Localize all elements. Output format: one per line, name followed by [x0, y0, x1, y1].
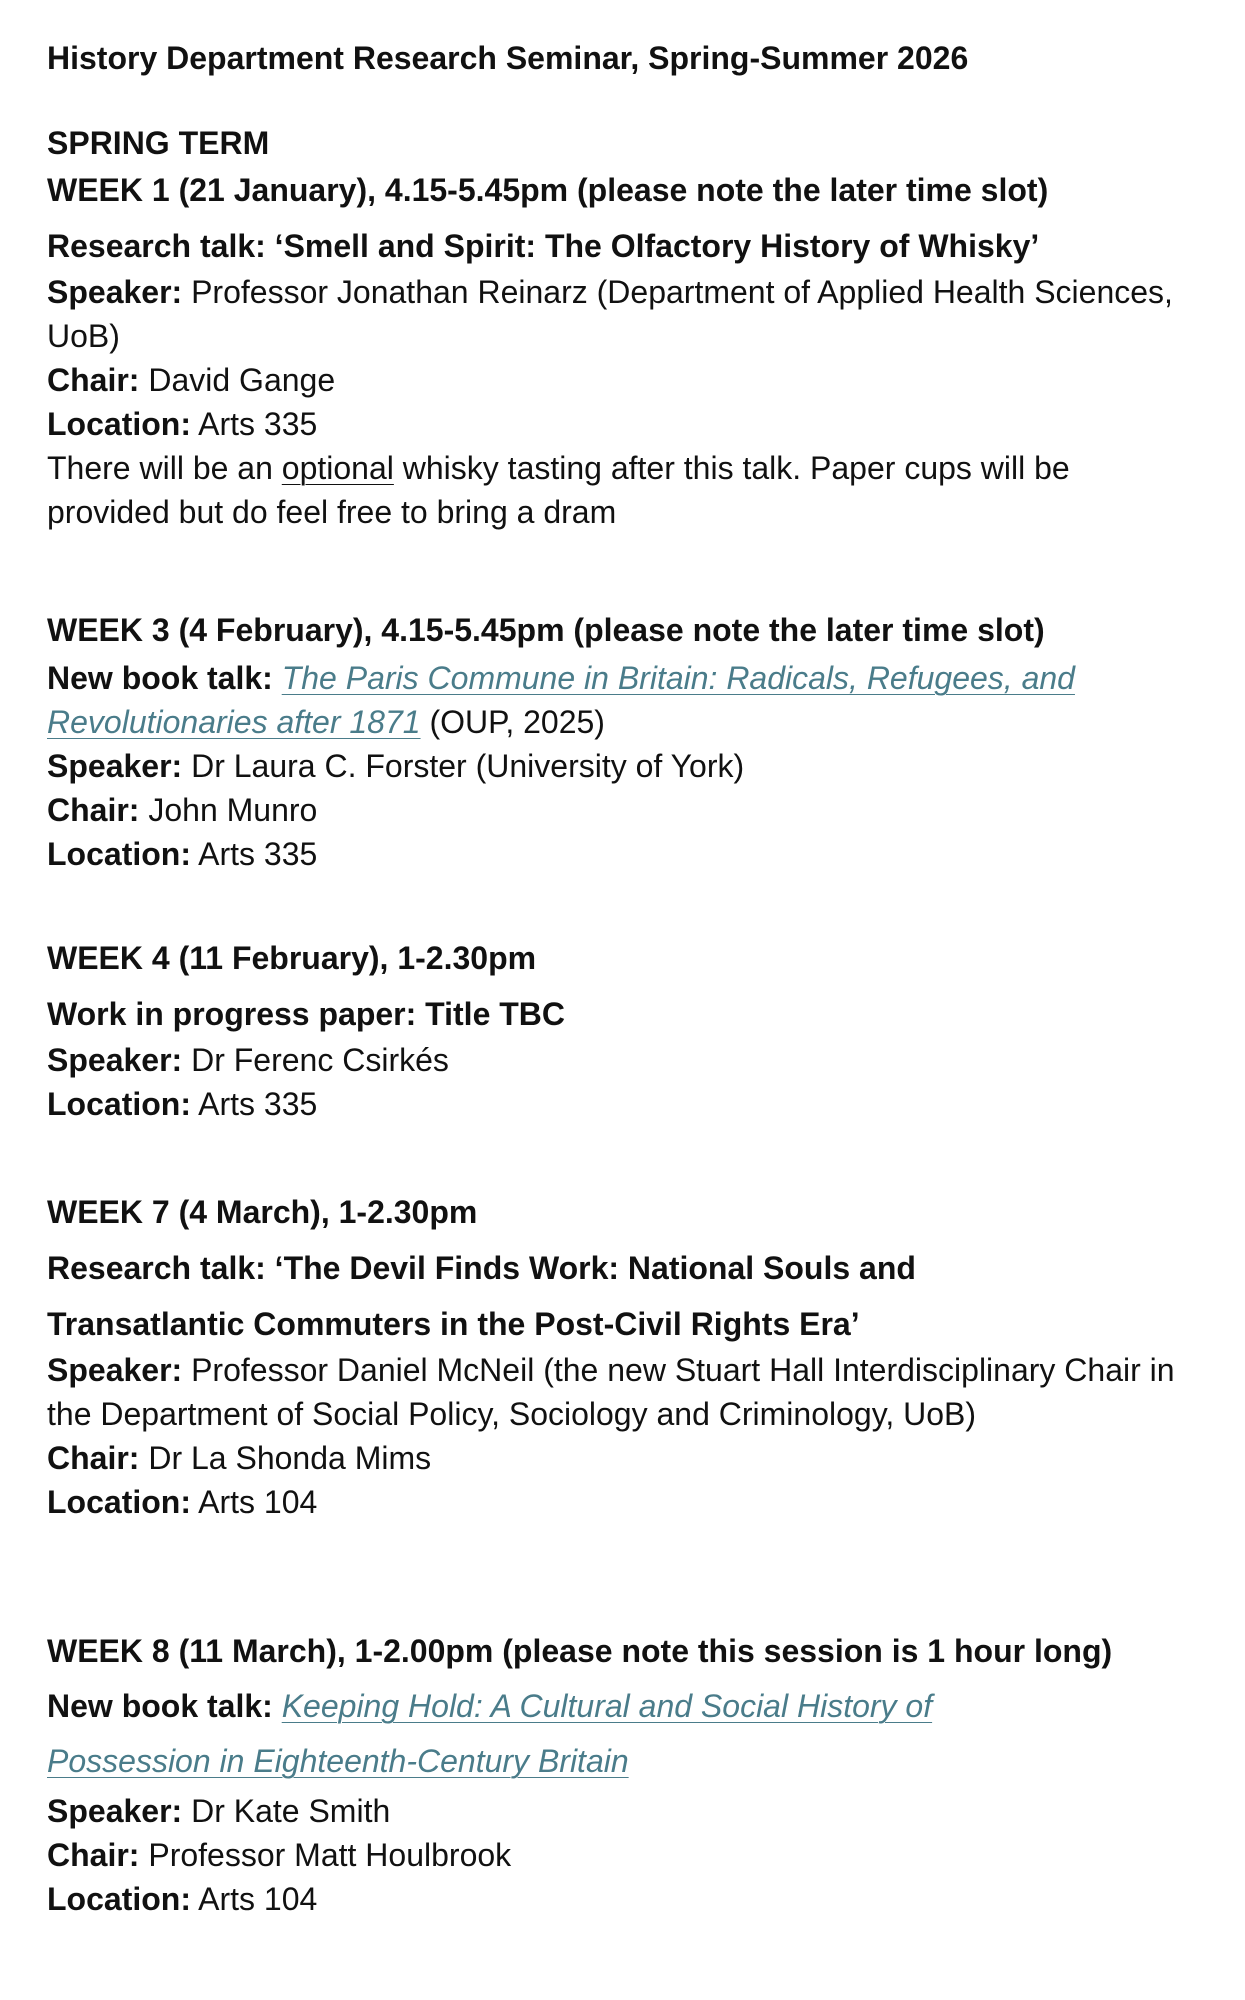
location-value: Arts 335: [198, 836, 318, 872]
event-location: [47, 1877, 1197, 1921]
location-label: Location:: [47, 1881, 191, 1917]
event-location: [47, 832, 1197, 876]
location-label: Location:: [47, 836, 191, 872]
event-talk-title: Work in progress paper: Title TBC: [47, 996, 566, 1032]
event-book-talk: [47, 656, 1197, 744]
book-publisher: (OUP, 2025): [420, 704, 605, 740]
note-text-end: whisky tasting after this talk. Paper cups will be provided but do feel free to bring a dram: [47, 450, 1070, 530]
location-label: Location:: [47, 1484, 191, 1520]
event-speaker: [47, 1348, 1177, 1436]
term-heading: SPRING TERM: [47, 125, 270, 161]
event-talk-title-line-2: Transatlantic Commuters in the Post-Civil Rights Era’: [47, 1306, 860, 1342]
location-label: Location:: [47, 1086, 191, 1122]
location-value: Arts 104: [198, 1484, 318, 1520]
chair-label: Chair:: [47, 1440, 140, 1476]
book-title-link-line-1[interactable]: Keeping Hold: A Cultural and Social History of: [281, 1688, 933, 1724]
note-text-start: There will be an: [47, 450, 282, 486]
event-speaker: [47, 1038, 1197, 1082]
event-book-title-line-2: [47, 1734, 1197, 1789]
event-book-talk: [47, 1679, 1197, 1734]
event-location: [47, 402, 1197, 446]
chair-label: Chair:: [47, 1837, 140, 1873]
event-heading: WEEK 1 (21 January), 4.15-5.45pm (please note the later time slot): [47, 172, 1049, 208]
event-week-8: [47, 1624, 1197, 1921]
note-emphasis: optional: [281, 450, 394, 486]
location-label: Location:: [47, 406, 191, 442]
speaker-value: Dr Laura C. Forster (University of York): [191, 748, 745, 784]
event-week-3: [47, 610, 1197, 876]
speaker-label: Speaker:: [47, 1352, 183, 1388]
chair-value: David Gange: [148, 362, 336, 398]
speaker-value: Professor Jonathan Reinarz (Department of Applied Health Sciences, UoB): [47, 274, 1173, 354]
event-chair: [47, 1833, 1197, 1877]
event-heading: WEEK 4 (11 February), 1-2.30pm: [47, 940, 537, 976]
chair-label: Chair:: [47, 362, 140, 398]
location-value: Arts 104: [198, 1881, 318, 1917]
event-chair: [47, 788, 1197, 832]
chair-value: Dr La Shonda Mims: [148, 1440, 432, 1476]
speaker-label: Speaker:: [47, 1793, 183, 1829]
event-speaker: [47, 270, 1197, 358]
speaker-value: Dr Kate Smith: [191, 1793, 391, 1829]
event-heading: WEEK 7 (4 March), 1-2.30pm: [47, 1194, 478, 1230]
book-title-link[interactable]: The Paris Commune in Britain: Radicals, Refugees, and Revolutionaries after 1871: [47, 660, 1075, 740]
page-title: History Department Research Seminar, Spring-Summer 2026: [47, 40, 969, 76]
book-title-link-line-2[interactable]: Possession in Eighteenth-Century Britain: [47, 1743, 629, 1779]
event-heading: WEEK 8 (11 March), 1-2.00pm (please note this session is 1 hour long): [47, 1633, 1113, 1669]
event-talk-title-line-1: Research talk: ‘The Devil Finds Work: National Souls and: [47, 1250, 916, 1286]
location-value: Arts 335: [198, 1086, 318, 1122]
event-week-1: [47, 170, 1197, 534]
event-note: [47, 446, 1197, 534]
event-heading: WEEK 3 (4 February), 4.15-5.45pm (please note the later time slot): [47, 612, 1045, 648]
event-week-7: [47, 1192, 1197, 1524]
event-location: [47, 1480, 1197, 1524]
speaker-label: Speaker:: [47, 1042, 183, 1078]
event-speaker: [47, 744, 1197, 788]
event-chair: [47, 1436, 1197, 1480]
event-location: [47, 1082, 1197, 1126]
speaker-label: Speaker:: [47, 748, 183, 784]
location-value: Arts 335: [198, 406, 318, 442]
event-week-4: [47, 938, 1197, 1126]
book-talk-label: New book talk:: [47, 1688, 273, 1724]
event-speaker: [47, 1789, 1197, 1833]
speaker-value: Professor Daniel McNeil (the new Stuart Hall Interdisciplinary Chair in the Department of Social Policy, Sociology and Criminology, UoB): [47, 1352, 1175, 1432]
event-chair: [47, 358, 1197, 402]
speaker-value: Dr Ferenc Csirkés: [191, 1042, 449, 1078]
event-talk-title: Research talk: ‘Smell and Spirit: The Olfactory History of Whisky’: [47, 228, 1040, 264]
book-talk-label: New book talk:: [47, 660, 273, 696]
speaker-label: Speaker:: [47, 274, 183, 310]
chair-value: John Munro: [148, 792, 318, 828]
chair-value: Professor Matt Houlbrook: [148, 1837, 512, 1873]
chair-label: Chair:: [47, 792, 140, 828]
